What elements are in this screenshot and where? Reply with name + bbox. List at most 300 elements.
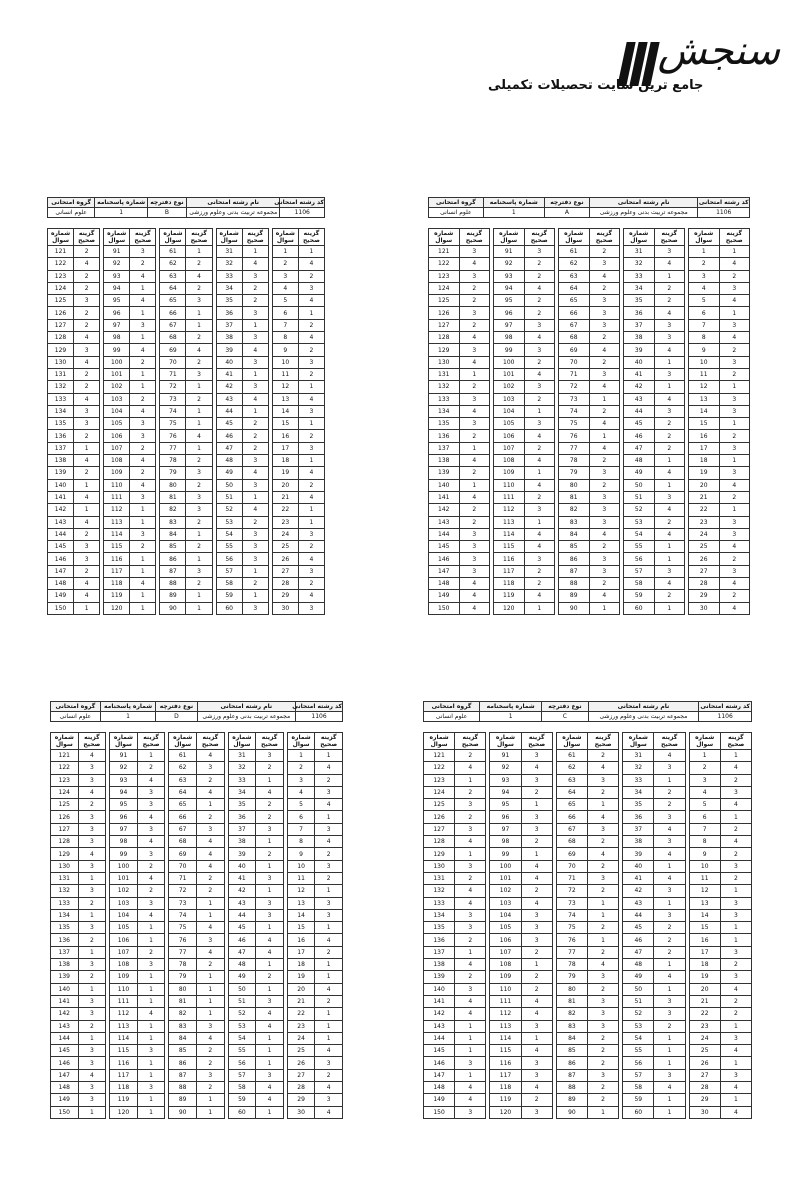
question-number-cell: 16 [272, 430, 298, 442]
correct-option-cell: 3 [298, 565, 324, 577]
question-number-cell: 96 [110, 811, 138, 823]
table-row [429, 491, 490, 503]
table-row [556, 836, 618, 848]
table-row [559, 405, 620, 417]
question-number-cell: 131 [429, 368, 460, 380]
table-row [216, 356, 268, 368]
correct-option-cell: 4 [298, 332, 324, 344]
question-number-cell: 137 [47, 442, 73, 454]
question-number-cell: 75 [559, 418, 590, 430]
table-row [160, 246, 212, 258]
question-number-cell: 114 [104, 528, 130, 540]
column-header-correct-option: گزینه صحیح [587, 733, 618, 750]
table-row [160, 590, 212, 602]
correct-option-cell: 3 [524, 418, 555, 430]
header-value-major-name: مجموعه تربیت بدنی وعلوم ورزشی [187, 208, 280, 218]
answer-sheet-C [423, 701, 752, 1119]
correct-option-cell: 2 [315, 995, 343, 1007]
table-row [689, 270, 750, 282]
table-row [47, 405, 99, 417]
question-number-cell: 7 [689, 823, 720, 835]
sheet-header-table [47, 197, 325, 218]
question-number-cell: 50 [623, 983, 654, 995]
question-number-cell: 147 [50, 1069, 78, 1081]
correct-option-cell: 2 [186, 258, 212, 270]
correct-option-cell: 4 [137, 836, 165, 848]
table-row [559, 504, 620, 516]
correct-option-cell: 3 [455, 909, 486, 921]
correct-option-cell: 2 [587, 786, 618, 798]
question-number-cell: 63 [559, 270, 590, 282]
correct-option-cell: 1 [137, 750, 165, 762]
correct-option-cell: 2 [137, 946, 165, 958]
table-row [50, 922, 105, 934]
correct-option-cell: 2 [298, 319, 324, 331]
correct-option-cell: 3 [186, 295, 212, 307]
correct-option-cell: 3 [256, 909, 284, 921]
table-row [429, 442, 490, 454]
question-number-cell: 95 [110, 799, 138, 811]
correct-option-cell: 2 [298, 479, 324, 491]
table-row [169, 909, 224, 921]
correct-option-cell: 4 [74, 258, 100, 270]
table-row [104, 270, 156, 282]
table-row [689, 1020, 751, 1032]
table-row [624, 405, 685, 417]
correct-option-cell: 4 [521, 897, 552, 909]
table-row [559, 356, 620, 368]
question-number-cell: 93 [494, 270, 525, 282]
correct-option-cell: 4 [74, 332, 100, 344]
table-row [624, 528, 685, 540]
correct-option-cell: 1 [455, 1032, 486, 1044]
question-number-cell: 45 [624, 418, 655, 430]
table-row [104, 344, 156, 356]
correct-option-cell: 3 [719, 405, 750, 417]
table-row [287, 1045, 342, 1057]
correct-option-cell: 2 [654, 934, 685, 946]
table-row [494, 467, 555, 479]
correct-option-cell: 2 [196, 811, 224, 823]
table-row [169, 836, 224, 848]
correct-option-cell: 4 [654, 578, 685, 590]
table-row [47, 246, 99, 258]
question-number-cell: 36 [216, 307, 242, 319]
question-number-cell: 74 [556, 909, 587, 921]
question-number-cell: 22 [287, 1008, 315, 1020]
correct-option-cell: 3 [587, 971, 618, 983]
correct-option-cell: 1 [256, 922, 284, 934]
correct-option-cell: 1 [137, 934, 165, 946]
table-row [160, 381, 212, 393]
correct-option-cell: 2 [459, 504, 490, 516]
correct-option-cell: 3 [78, 823, 106, 835]
table-row [110, 786, 165, 798]
correct-option-cell: 2 [74, 467, 100, 479]
correct-option-cell: 4 [589, 381, 620, 393]
table-row [216, 368, 268, 380]
correct-option-cell: 3 [137, 1045, 165, 1057]
correct-option-cell: 4 [74, 455, 100, 467]
table-row [494, 270, 555, 282]
question-number-cell: 71 [556, 872, 587, 884]
question-number-cell: 67 [556, 823, 587, 835]
question-number-cell: 132 [47, 381, 73, 393]
table-row [160, 418, 212, 430]
column-header-correct-option: گزینه صحیح [589, 229, 620, 246]
question-number-cell: 19 [689, 467, 720, 479]
question-number-cell: 80 [169, 983, 197, 995]
question-number-cell: 59 [623, 1094, 654, 1106]
question-number-cell: 101 [110, 872, 138, 884]
table-row [559, 393, 620, 405]
table-row [423, 811, 485, 823]
correct-option-cell: 4 [455, 959, 486, 971]
correct-option-cell: 1 [78, 872, 106, 884]
question-number-cell: 21 [689, 995, 720, 1007]
correct-option-cell: 3 [242, 356, 268, 368]
question-number-cell: 14 [287, 909, 315, 921]
correct-option-cell: 3 [589, 504, 620, 516]
correct-option-cell: 1 [654, 983, 685, 995]
question-number-cell: 12 [689, 885, 720, 897]
table-row [623, 983, 685, 995]
question-number-cell: 7 [689, 319, 720, 331]
correct-option-cell: 3 [137, 823, 165, 835]
table-row [689, 541, 750, 553]
question-number-cell: 102 [490, 885, 521, 897]
question-number-cell: 51 [624, 491, 655, 503]
correct-option-cell: 2 [298, 270, 324, 282]
table-row [169, 897, 224, 909]
correct-option-cell: 2 [256, 799, 284, 811]
question-number-cell: 127 [47, 319, 73, 331]
header-label-booklet-type: نوع دفترچه [156, 702, 197, 712]
question-number-cell: 108 [104, 455, 130, 467]
table-row [104, 295, 156, 307]
question-number-cell: 6 [272, 307, 298, 319]
correct-option-cell: 4 [589, 442, 620, 454]
table-row [556, 848, 618, 860]
correct-option-cell: 3 [459, 344, 490, 356]
question-number-cell: 139 [50, 971, 78, 983]
correct-option-cell: 1 [242, 319, 268, 331]
table-row [160, 405, 212, 417]
table-row [287, 885, 342, 897]
question-number-cell: 60 [623, 1106, 654, 1118]
table-row [429, 393, 490, 405]
correct-option-cell: 2 [315, 946, 343, 958]
correct-option-cell: 1 [521, 848, 552, 860]
question-number-cell: 47 [623, 946, 654, 958]
correct-option-cell: 2 [589, 578, 620, 590]
question-number-cell: 32 [623, 762, 654, 774]
correct-option-cell: 3 [242, 541, 268, 553]
correct-option-cell: 4 [521, 1045, 552, 1057]
correct-option-cell: 2 [524, 491, 555, 503]
question-number-cell: 106 [494, 430, 525, 442]
correct-option-cell: 2 [186, 578, 212, 590]
answer-group-table [558, 228, 620, 615]
table-row [216, 258, 268, 270]
question-number-cell: 149 [423, 1094, 454, 1106]
correct-option-cell: 3 [521, 823, 552, 835]
question-number-cell: 9 [689, 344, 720, 356]
table-row [490, 1057, 552, 1069]
question-number-cell: 66 [559, 307, 590, 319]
question-number-cell: 56 [623, 1057, 654, 1069]
correct-option-cell: 2 [196, 959, 224, 971]
correct-option-cell: 1 [720, 811, 751, 823]
question-number-cell: 13 [689, 897, 720, 909]
question-number-cell: 141 [50, 995, 78, 1007]
table-row [689, 750, 751, 762]
question-number-cell: 134 [429, 405, 460, 417]
question-number-cell: 128 [423, 836, 454, 848]
table-row [494, 258, 555, 270]
table-row [287, 774, 342, 786]
column-header-correct-option: گزینه صحیح [196, 733, 224, 750]
table-row [624, 344, 685, 356]
question-number-cell: 108 [494, 455, 525, 467]
table-row [216, 319, 268, 331]
question-number-cell: 80 [160, 479, 186, 491]
table-row [160, 344, 212, 356]
table-row [689, 430, 750, 442]
correct-option-cell: 3 [720, 786, 751, 798]
table-row [490, 946, 552, 958]
correct-option-cell: 2 [654, 295, 685, 307]
question-number-cell: 91 [494, 246, 525, 258]
correct-option-cell: 2 [587, 1082, 618, 1094]
header-value-exam-group: علوم انسانی [429, 208, 484, 218]
table-row [110, 897, 165, 909]
header-value-answer-sheet-number: 1 [95, 208, 148, 218]
correct-option-cell: 4 [521, 1082, 552, 1094]
table-row [228, 1008, 283, 1020]
answer-group-table [287, 732, 343, 1119]
question-number-cell: 72 [559, 381, 590, 393]
question-number-cell: 112 [490, 1008, 521, 1020]
table-row [287, 922, 342, 934]
correct-option-cell: 1 [654, 479, 685, 491]
header-label-answer-sheet-number: شماره پاسخنامه [483, 198, 544, 208]
question-number-cell: 50 [216, 479, 242, 491]
answer-group-table [159, 228, 212, 615]
table-row [623, 922, 685, 934]
question-number-cell: 136 [50, 934, 78, 946]
question-number-cell: 23 [272, 516, 298, 528]
correct-option-cell: 1 [137, 1057, 165, 1069]
table-row [490, 860, 552, 872]
table-row [50, 750, 105, 762]
correct-option-cell: 3 [74, 418, 100, 430]
question-number-cell: 149 [47, 590, 73, 602]
correct-option-cell: 2 [589, 405, 620, 417]
question-number-cell: 118 [490, 1082, 521, 1094]
question-number-cell: 63 [160, 270, 186, 282]
correct-option-cell: 3 [455, 922, 486, 934]
correct-option-cell: 2 [524, 442, 555, 454]
question-number-cell: 148 [429, 578, 460, 590]
table-row [104, 307, 156, 319]
header-label-major-code: کد رشته امتحانی [700, 703, 751, 710]
correct-option-cell: 1 [256, 959, 284, 971]
correct-option-cell: 3 [654, 405, 685, 417]
table-row [494, 516, 555, 528]
table-row [228, 995, 283, 1007]
question-number-cell: 146 [47, 553, 73, 565]
correct-option-cell: 1 [186, 405, 212, 417]
question-number-cell: 71 [169, 872, 197, 884]
correct-option-cell: 2 [242, 578, 268, 590]
table-row [429, 368, 490, 380]
table-row [423, 1106, 485, 1118]
table-row [216, 565, 268, 577]
table-row [104, 553, 156, 565]
question-number-cell: 61 [160, 246, 186, 258]
table-row [287, 934, 342, 946]
question-number-cell: 71 [559, 368, 590, 380]
table-row [490, 995, 552, 1007]
correct-option-cell: 3 [298, 405, 324, 417]
table-row [689, 799, 751, 811]
question-number-cell: 77 [169, 946, 197, 958]
table-row [624, 282, 685, 294]
correct-option-cell: 1 [315, 750, 343, 762]
table-row [47, 319, 99, 331]
header-value-booklet-type: A [544, 208, 589, 218]
question-number-cell: 4 [287, 786, 315, 798]
table-row [272, 332, 324, 344]
question-number-cell: 81 [559, 491, 590, 503]
table-row [216, 455, 268, 467]
correct-option-cell: 4 [654, 258, 685, 270]
correct-option-cell: 3 [130, 246, 156, 258]
question-number-cell: 99 [110, 848, 138, 860]
correct-option-cell: 4 [459, 356, 490, 368]
question-number-cell: 46 [624, 430, 655, 442]
correct-option-cell: 3 [74, 553, 100, 565]
correct-option-cell: 3 [242, 270, 268, 282]
question-number-cell: 55 [216, 541, 242, 553]
correct-option-cell: 4 [521, 872, 552, 884]
header-label-answer-sheet-number: شماره پاسخنامه [479, 702, 541, 712]
question-number-cell: 118 [494, 578, 525, 590]
table-row [272, 504, 324, 516]
table-row [104, 246, 156, 258]
question-number-cell: 3 [689, 270, 720, 282]
table-row [169, 1106, 224, 1118]
question-number-cell: 20 [689, 479, 720, 491]
correct-option-cell: 4 [524, 541, 555, 553]
table-row [287, 872, 342, 884]
correct-option-cell: 1 [137, 983, 165, 995]
correct-option-cell: 3 [589, 307, 620, 319]
question-number-cell: 74 [160, 405, 186, 417]
question-number-cell: 130 [423, 860, 454, 872]
question-number-cell: 13 [689, 393, 720, 405]
question-number-cell: 43 [623, 897, 654, 909]
table-row [559, 516, 620, 528]
question-number-cell: 54 [624, 528, 655, 540]
table-row [160, 479, 212, 491]
correct-option-cell: 2 [130, 393, 156, 405]
table-row [623, 799, 685, 811]
question-number-cell: 148 [47, 578, 73, 590]
header-value-major-name: مجموعه تربیت بدنی وعلوم ورزشی [197, 712, 296, 722]
correct-option-cell: 4 [521, 860, 552, 872]
table-row [104, 405, 156, 417]
table-row [689, 885, 751, 897]
question-number-cell: 46 [216, 430, 242, 442]
question-number-cell: 115 [490, 1045, 521, 1057]
correct-option-cell: 2 [719, 270, 750, 282]
question-number-cell: 145 [423, 1045, 454, 1057]
table-row [287, 971, 342, 983]
correct-option-cell: 2 [242, 430, 268, 442]
question-number-cell: 47 [228, 946, 256, 958]
table-row [623, 1008, 685, 1020]
table-row [556, 823, 618, 835]
question-number-cell: 108 [490, 959, 521, 971]
correct-option-cell: 1 [130, 368, 156, 380]
question-number-cell: 121 [429, 246, 460, 258]
correct-option-cell: 3 [524, 553, 555, 565]
question-number-cell: 124 [50, 786, 78, 798]
table-row [50, 1020, 105, 1032]
correct-option-cell: 3 [654, 332, 685, 344]
question-number-cell: 98 [104, 332, 130, 344]
table-row [559, 528, 620, 540]
table-row [490, 872, 552, 884]
correct-option-cell: 4 [524, 528, 555, 540]
question-number-cell: 96 [490, 811, 521, 823]
answer-group-table [489, 732, 552, 1119]
table-row [494, 381, 555, 393]
question-number-cell: 106 [104, 430, 130, 442]
question-number-cell: 99 [104, 344, 130, 356]
question-number-cell: 5 [689, 295, 720, 307]
header-label-answer-sheet-number: شماره پاسخنامه [100, 702, 156, 712]
table-row [423, 922, 485, 934]
question-number-cell: 134 [47, 405, 73, 417]
correct-option-cell: 1 [459, 368, 490, 380]
question-number-cell: 34 [623, 786, 654, 798]
table-row [556, 946, 618, 958]
correct-option-cell: 2 [587, 1045, 618, 1057]
table-row [216, 602, 268, 614]
table-row [160, 307, 212, 319]
correct-option-cell: 3 [186, 368, 212, 380]
question-number-cell: 15 [689, 922, 720, 934]
question-number-cell: 42 [623, 885, 654, 897]
table-row [160, 565, 212, 577]
question-number-cell: 17 [287, 946, 315, 958]
table-row [110, 750, 165, 762]
table-row [624, 504, 685, 516]
correct-option-cell: 3 [256, 872, 284, 884]
logo-tagline: جامع ترین سایت تحصیلات تکمیلی [488, 78, 704, 93]
correct-option-cell: 3 [524, 246, 555, 258]
answer-group-table [688, 228, 750, 615]
correct-option-cell: 1 [130, 504, 156, 516]
table-row [50, 934, 105, 946]
correct-option-cell: 1 [186, 381, 212, 393]
correct-option-cell: 1 [719, 307, 750, 319]
table-row [490, 922, 552, 934]
table-row [689, 504, 750, 516]
